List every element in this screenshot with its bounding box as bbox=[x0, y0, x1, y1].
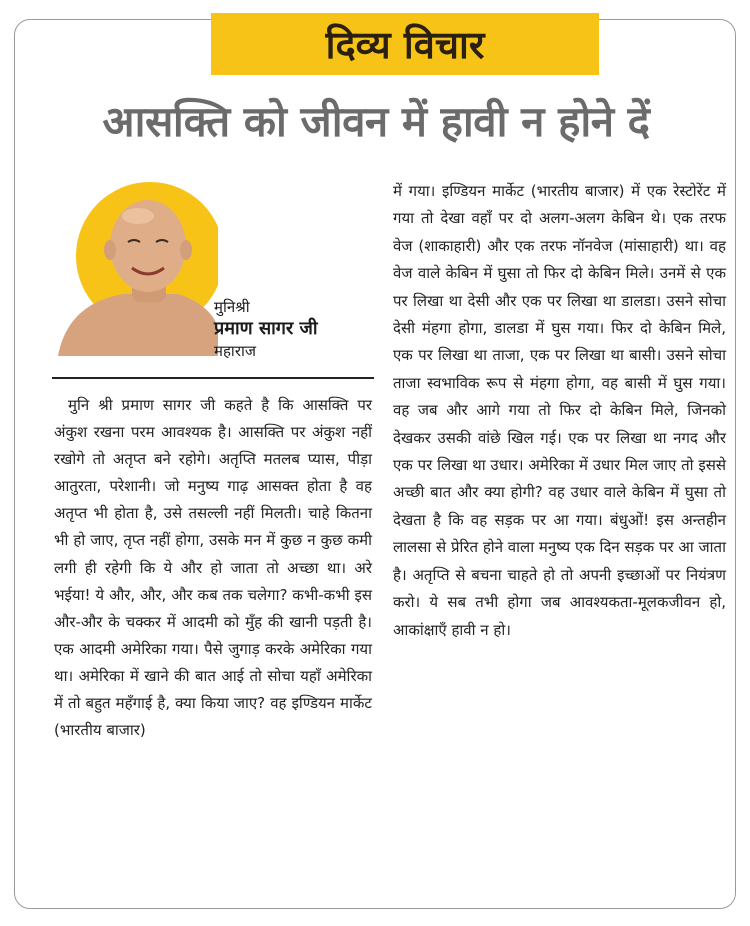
byline-suffix: महाराज bbox=[214, 342, 256, 360]
article-text-right: में गया। इण्डियन मार्केट (भारतीय बाजार) में एक रेस्टोरेंट में गया तो देखा वहाँ पर दो अलग-अलग केबिन थे। एक तरफ वेज (शाकाहारी) और एक तरफ नॉनवेज (मांसाहारी) था। वह वेज वाले केबिन में घुसा तो फिर दो केबिन मिले। उनमें से एक पर लिखा था देसी और एक पर लिखा था डालडा। उसने सोचा देसी मंहगा होगा, डालडा में घुस गया। फिर दो केबिन मिले, एक पर लिखा था ताजा, एक पर लिखा था बासी। उसने सोचा ताजा स्वभाविक रूप से मंहगा होगा, वह बासी में घुस गया। वह जब और आगे गया तो फिर दो केबिन मिले, जिनको देखकर उसकी वांछे खिल गई। एक पर लिखा था नगद और एक पर लिखा था उधार। अमेरिका में उधार मिल जाए तो इससे अच्छी बात और क्या होगी? वह उधार वाले केबिन में घुसा तो देखता है कि वह सड़क पर आ गया। बंधुओं! इस अन्तहीन लालसा से प्रेरित होने वाला मनुष्य एक दिन सड़क पर आ जाता है। अतृप्ति से बचना चाहते हो तो अपनी इच्छाओं पर नियंत्रण करो। ये सब तभी होगा जब आवश्यकता-मूलकजीवन हो, आकांक्षाएँ हावी न हो। bbox=[393, 182, 726, 639]
article-column-right bbox=[393, 178, 726, 644]
column-label: दिव्य विचार bbox=[325, 23, 485, 67]
column-divider-rule bbox=[52, 377, 374, 379]
byline-name: प्रमाण सागर जी bbox=[214, 318, 318, 339]
portrait-ear-right bbox=[180, 240, 192, 260]
author-byline bbox=[214, 296, 318, 362]
byline-prefix: मुनिश्री bbox=[214, 298, 250, 316]
portrait-head-highlight bbox=[122, 208, 154, 224]
column-label-band bbox=[211, 13, 599, 75]
portrait-ear-left bbox=[104, 240, 116, 260]
article-text-left: मुनि श्री प्रमाण सागर जी कहते है कि आसक्ति पर अंकुश रखना परम आवश्यक है। आसक्ति पर अंकुश नहीं रखोगे तो अतृप्त बने रहोगे। अतृप्ति मतलब प्यास, पीड़ा आतुरता, परेशानी। जो मनुष्य गाढ़ आसक्त होता है वह अतृप्त भी होता है, उसे तसल्ली नहीं मिलती। चाहे कितना भी हो जाए, तृप्त नहीं होगा, उसके मन में कुछ न कुछ कमी लगी ही रहेगी कि ये और हो जाता तो अच्छा था। अरे भईया! ये और, और, और कब तक चलेगा? कभी-कभी इस और-और के चक्कर में आदमी को मुँह की खानी पड़ती है। एक आदमी अमेरिका गया। पैसे जुगाड़ करके अमेरिका गया था। अमेरिका में खाने की बात आई तो सोचा यहाँ अमेरिका में तो बहुत महँगाई है, क्या किया जाए? वह इण्डियन मार्केट (भारतीय बाजार) bbox=[54, 396, 372, 740]
article-headline: आसक्ति को जीवन में हावी न होने दें bbox=[102, 97, 650, 146]
article-column-left bbox=[54, 392, 372, 744]
portrait-shoulders bbox=[58, 294, 218, 356]
author-portrait bbox=[58, 180, 218, 356]
